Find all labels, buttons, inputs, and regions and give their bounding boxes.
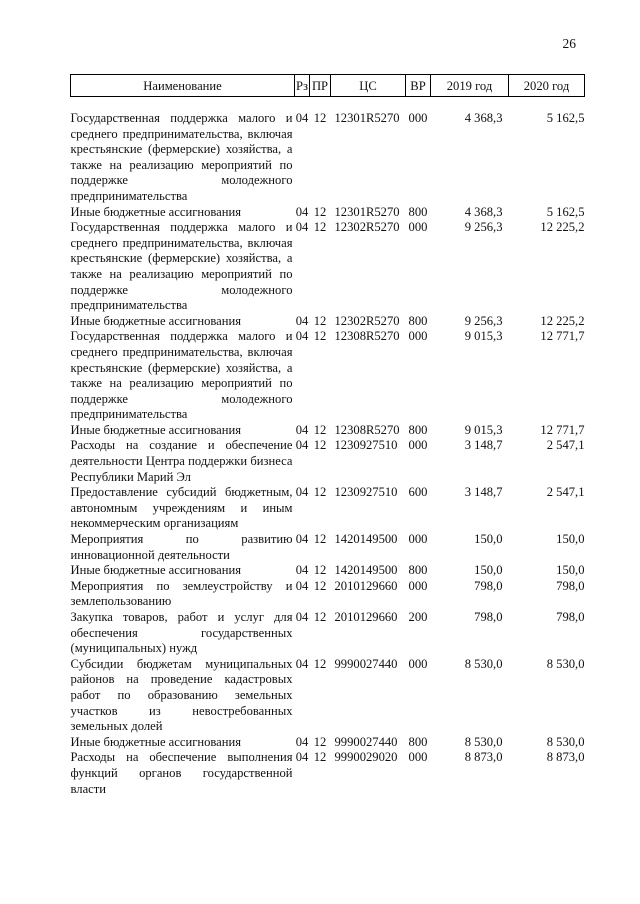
row-value-2019: 9 015,3 bbox=[464, 329, 503, 344]
row-pr: 12 bbox=[313, 329, 327, 344]
table-row bbox=[71, 563, 585, 579]
row-pr: 12 bbox=[313, 313, 327, 328]
table-row bbox=[71, 579, 585, 610]
table-row bbox=[71, 111, 585, 205]
row-value-2020: 8 530,0 bbox=[546, 656, 585, 671]
row-value-2019: 9 256,3 bbox=[464, 220, 503, 235]
row-vr: 800 bbox=[408, 563, 428, 578]
row-vr: 800 bbox=[408, 422, 428, 437]
row-cs: 12301R5270 bbox=[334, 111, 400, 125]
row-rz: 04 bbox=[295, 750, 309, 765]
row-cs: 12308R5270 bbox=[334, 329, 400, 344]
row-value-2019: 9 256,3 bbox=[464, 313, 503, 328]
row-vr: 000 bbox=[408, 750, 428, 765]
row-name: Государственная поддержка малого и среднего предпринимательства, включая крестьянские (фермерские) хозяйства, а также на реализацию мероприятий по поддержке молодежного предпринимательства bbox=[70, 220, 293, 313]
row-value-2020: 798,0 bbox=[556, 610, 585, 624]
row-cs: 1230927510 bbox=[334, 438, 398, 453]
row-rz: 04 bbox=[295, 656, 309, 671]
row-name: Иные бюджетные ассигнования bbox=[70, 422, 242, 437]
row-pr: 12 bbox=[313, 750, 327, 765]
table-body bbox=[71, 111, 585, 797]
table-row bbox=[71, 750, 585, 797]
row-cs: 2010129660 bbox=[334, 578, 398, 593]
row-name: Иные бюджетные ассигнования bbox=[70, 734, 242, 749]
row-rz: 04 bbox=[295, 313, 309, 328]
row-vr: 000 bbox=[408, 656, 428, 671]
row-value-2020: 798,0 bbox=[556, 578, 585, 593]
row-pr: 12 bbox=[313, 578, 327, 593]
row-value-2020: 150,0 bbox=[556, 532, 585, 547]
row-name: Государственная поддержка малого и среднего предпринимательства, включая крестьянские (фермерские) хозяйства, а также на реализацию мероприятий по поддержке молодежного предпринимательства bbox=[70, 111, 293, 203]
row-vr: 800 bbox=[408, 204, 428, 219]
row-vr: 000 bbox=[408, 220, 428, 235]
table-row bbox=[71, 205, 585, 221]
row-cs: 12301R5270 bbox=[334, 204, 400, 219]
row-value-2019: 8 530,0 bbox=[464, 734, 503, 749]
row-name: Иные бюджетные ассигнования bbox=[70, 313, 242, 328]
row-cs: 12308R5270 bbox=[334, 422, 400, 437]
row-vr: 000 bbox=[408, 438, 428, 453]
row-name: Закупка товаров, работ и услуг для обеспечения государственных (муниципальных) нужд bbox=[70, 610, 293, 656]
row-value-2019: 3 148,7 bbox=[464, 485, 503, 500]
page-number: 26 bbox=[562, 36, 576, 51]
column-header-vr: ВР bbox=[406, 75, 431, 97]
row-vr: 000 bbox=[408, 532, 428, 547]
row-cs: 12302R5270 bbox=[334, 313, 400, 328]
row-pr: 12 bbox=[313, 485, 327, 500]
table-row bbox=[71, 314, 585, 330]
row-value-2020: 8 873,0 bbox=[546, 750, 585, 765]
column-header-name: Наименование bbox=[71, 75, 295, 97]
row-value-2020: 5 162,5 bbox=[546, 111, 585, 125]
row-rz: 04 bbox=[295, 578, 309, 593]
row-pr: 12 bbox=[313, 563, 327, 578]
row-value-2020: 150,0 bbox=[556, 563, 585, 578]
table-row bbox=[71, 657, 585, 735]
row-pr: 12 bbox=[313, 610, 327, 624]
table-row bbox=[71, 329, 585, 423]
row-name: Расходы на создание и обеспечение деятельности Центра поддержки бизнеса Республики Марий Эл bbox=[70, 438, 293, 484]
column-header-cs: ЦС bbox=[331, 75, 406, 97]
table-row bbox=[71, 220, 585, 314]
row-name: Иные бюджетные ассигнования bbox=[70, 204, 242, 219]
row-value-2019: 9 015,3 bbox=[464, 422, 503, 437]
row-value-2020: 2 547,1 bbox=[546, 485, 585, 500]
row-value-2020: 5 162,5 bbox=[546, 204, 585, 219]
row-value-2019: 8 873,0 bbox=[464, 750, 503, 765]
row-pr: 12 bbox=[313, 734, 327, 749]
row-rz: 04 bbox=[295, 610, 309, 624]
row-value-2019: 4 368,3 bbox=[464, 111, 503, 125]
row-rz: 04 bbox=[295, 532, 309, 547]
row-name: Расходы на обеспечение выполнения функций органов государственной власти bbox=[70, 750, 293, 796]
row-name: Государственная поддержка малого и среднего предпринимательства, включая крестьянские (фермерские) хозяйства, а также на реализацию мероприятий по поддержке молодежного предпринимательства bbox=[70, 329, 293, 422]
row-value-2020: 12 225,2 bbox=[540, 220, 585, 235]
row-value-2020: 12 225,2 bbox=[540, 313, 585, 328]
row-name: Мероприятия по землеустройству и землепользованию bbox=[70, 578, 293, 609]
row-name: Иные бюджетные ассигнования bbox=[70, 563, 242, 578]
table-row bbox=[71, 532, 585, 563]
row-cs: 9990027440 bbox=[334, 656, 398, 671]
row-rz: 04 bbox=[295, 438, 309, 453]
row-value-2020: 8 530,0 bbox=[546, 734, 585, 749]
table-row bbox=[71, 735, 585, 751]
row-name: Мероприятия по развитию инновационной деятельности bbox=[70, 532, 293, 562]
row-vr: 000 bbox=[408, 111, 428, 125]
table-row bbox=[71, 438, 585, 485]
budget-table bbox=[70, 74, 585, 797]
row-value-2019: 798,0 bbox=[474, 610, 503, 624]
row-cs: 12302R5270 bbox=[334, 220, 400, 235]
row-pr: 12 bbox=[313, 204, 327, 219]
row-name: Субсидии бюджетам муниципальных районов на проведение кадастровых работ по образованию земельных участков из невостребованных земельных долей bbox=[70, 656, 293, 734]
row-value-2019: 8 530,0 bbox=[464, 656, 503, 671]
column-header-pr: ПР bbox=[310, 75, 331, 97]
table-row bbox=[71, 610, 585, 657]
column-header-2019: 2019 год bbox=[431, 75, 509, 97]
row-rz: 04 bbox=[295, 422, 309, 437]
row-value-2020: 12 771,7 bbox=[540, 422, 585, 437]
row-vr: 200 bbox=[408, 610, 428, 624]
row-cs: 1230927510 bbox=[334, 485, 398, 500]
row-rz: 04 bbox=[295, 204, 309, 219]
row-cs: 9990027440 bbox=[334, 734, 398, 749]
row-value-2020: 12 771,7 bbox=[540, 329, 585, 344]
row-pr: 12 bbox=[313, 422, 327, 437]
row-value-2019: 150,0 bbox=[474, 563, 503, 578]
row-vr: 600 bbox=[408, 485, 428, 500]
row-vr: 800 bbox=[408, 313, 428, 328]
column-header-2020: 2020 год bbox=[509, 75, 585, 97]
row-rz: 04 bbox=[295, 111, 309, 125]
row-cs: 2010129660 bbox=[334, 610, 398, 624]
table-header bbox=[71, 75, 585, 112]
row-pr: 12 bbox=[313, 656, 327, 671]
row-vr: 800 bbox=[408, 734, 428, 749]
row-cs: 1420149500 bbox=[334, 532, 398, 547]
row-cs: 9990029020 bbox=[334, 750, 398, 765]
row-name: Предоставление субсидий бюджетным, автономным учреждениям и иным некоммерческим организациям bbox=[70, 485, 293, 531]
row-cs: 1420149500 bbox=[334, 563, 398, 578]
row-vr: 000 bbox=[408, 578, 428, 593]
column-header-rz: Рз bbox=[295, 75, 310, 97]
row-pr: 12 bbox=[313, 220, 327, 235]
row-rz: 04 bbox=[295, 485, 309, 500]
table-row bbox=[71, 423, 585, 439]
row-rz: 04 bbox=[295, 329, 309, 344]
row-vr: 000 bbox=[408, 329, 428, 344]
row-value-2019: 150,0 bbox=[474, 532, 503, 547]
row-value-2019: 4 368,3 bbox=[464, 204, 503, 219]
row-rz: 04 bbox=[295, 563, 309, 578]
row-value-2019: 798,0 bbox=[474, 578, 503, 593]
row-value-2020: 2 547,1 bbox=[546, 438, 585, 453]
row-rz: 04 bbox=[295, 220, 309, 235]
table-row bbox=[71, 485, 585, 532]
row-pr: 12 bbox=[313, 111, 327, 125]
row-value-2019: 3 148,7 bbox=[464, 438, 503, 453]
row-rz: 04 bbox=[295, 734, 309, 749]
row-pr: 12 bbox=[313, 438, 327, 453]
row-pr: 12 bbox=[313, 532, 327, 547]
